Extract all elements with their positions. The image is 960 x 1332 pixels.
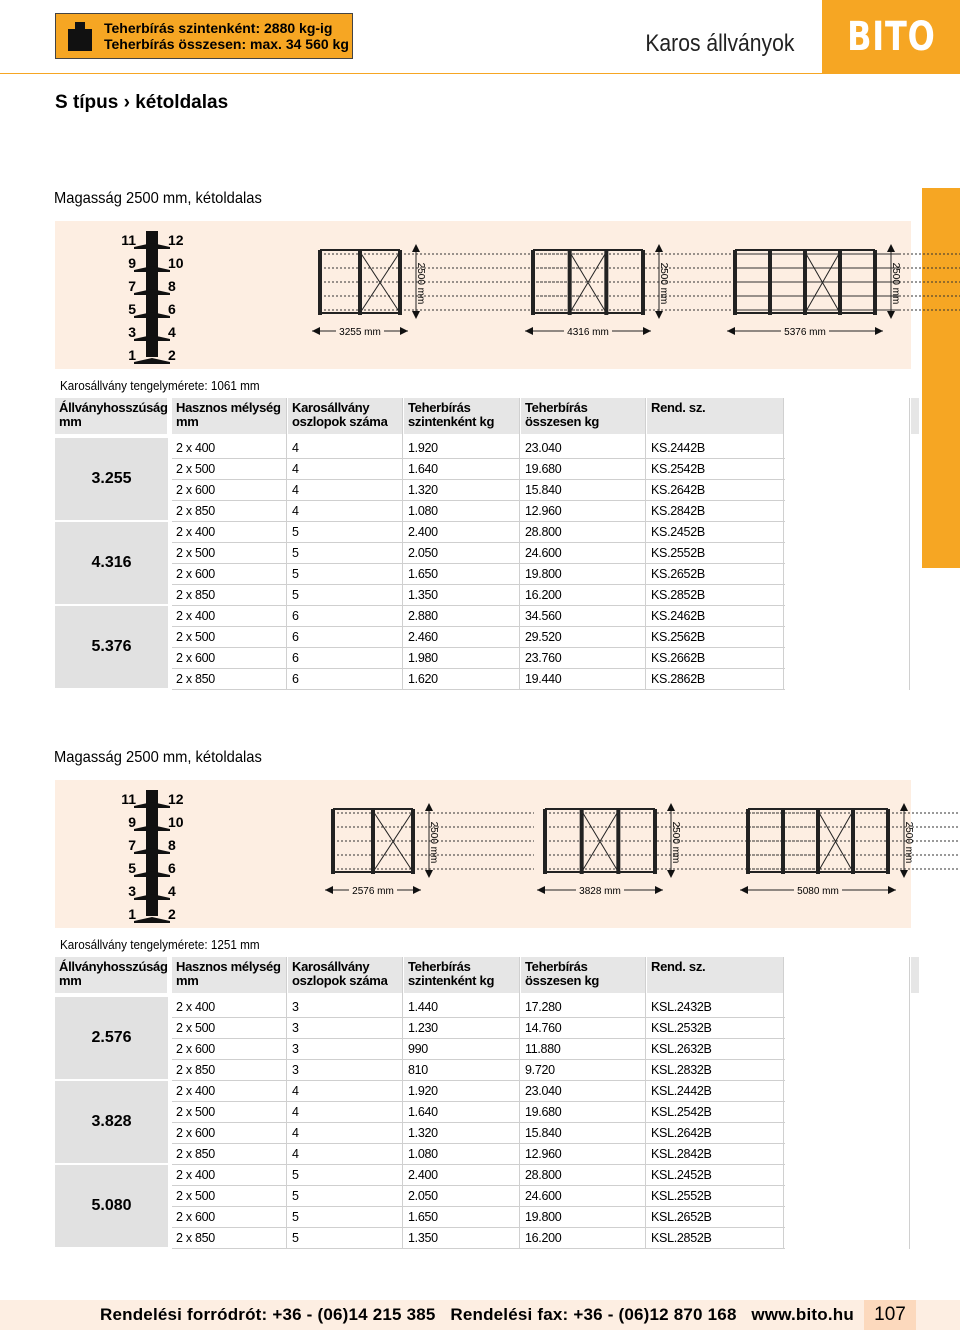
column-header: Karosállvány oszlopok száma [288, 398, 403, 434]
table-cell: 2 x 500 [176, 1021, 215, 1035]
level-number: 8 [168, 837, 176, 853]
table-cell: KS.2652B [651, 567, 705, 581]
row-divider [172, 689, 785, 690]
cantilever-arm [134, 243, 170, 249]
level-number: 2 [168, 906, 176, 922]
length-cell: 5.376 [55, 606, 168, 688]
table-cell: 2 x 500 [176, 1105, 215, 1119]
table-cell: 2 x 500 [176, 462, 215, 476]
table-cell: 2 x 400 [176, 609, 215, 623]
level-number: 11 [121, 791, 136, 807]
cantilever-arm [134, 266, 170, 272]
column-divider [402, 957, 403, 1249]
table-cell: KSL.2832B [651, 1063, 712, 1077]
level-number: 7 [128, 837, 136, 853]
height-label: 2500 mm [428, 821, 439, 864]
level-number: 1 [128, 906, 136, 922]
table-cell: 2 x 850 [176, 588, 215, 602]
width-label: 4316 mm [567, 327, 609, 338]
table-cell: KSL.2652B [651, 1210, 712, 1224]
table-cell: KS.2452B [651, 525, 705, 539]
page-number: 107 [864, 1300, 916, 1330]
rack-frame [312, 244, 581, 338]
table-row [172, 585, 911, 606]
section-title: S típus › kétoldalas [55, 92, 229, 113]
table-cell: 5 [292, 1231, 299, 1245]
level-number: 6 [168, 860, 176, 876]
column-header: Hasznos mélység mm [172, 398, 287, 434]
cantilever-arm [134, 848, 170, 854]
column-header: Hasznos mélység mm [172, 957, 287, 993]
height-label: 2500 mm [903, 821, 914, 864]
table-cell: 5 [292, 567, 299, 581]
table-cell: 12.960 [525, 504, 562, 518]
axle-dimension: Karosállvány tengelymérete: 1061 mm [60, 378, 260, 393]
table-cell: KSL.2432B [651, 1000, 712, 1014]
table-row [172, 564, 911, 585]
table-row [172, 1186, 911, 1207]
table-cell: 810 [408, 1063, 428, 1077]
table-cell: 5 [292, 1189, 299, 1203]
weight-icon [56, 14, 104, 58]
row-divider [172, 1248, 785, 1249]
cantilever-arm [134, 802, 170, 808]
length-cell: 3.255 [55, 438, 168, 520]
column-header-empty [911, 398, 919, 434]
table-cell: 2.400 [408, 525, 438, 539]
table-cell: 2 x 400 [176, 1168, 215, 1182]
width-label: 5376 mm [784, 327, 826, 338]
table-cell: 2 x 400 [176, 525, 215, 539]
table-row [172, 1165, 911, 1186]
column-header: Teherbírás összesen kg [521, 957, 646, 993]
level-number: 3 [128, 324, 136, 340]
table-row [172, 1228, 911, 1249]
level-number: 9 [128, 255, 136, 271]
width-label: 2576 mm [352, 886, 394, 897]
table-row [172, 627, 911, 648]
table-cell: 3 [292, 1042, 299, 1056]
cantilever-arm [134, 871, 170, 877]
table-cell: 15.840 [525, 1126, 562, 1140]
table-cell: 4 [292, 504, 299, 518]
cantilever-arm [134, 335, 170, 341]
table-cell: KSL.2532B [651, 1021, 712, 1035]
table-row [172, 997, 911, 1018]
table-cell: 16.200 [525, 1231, 562, 1245]
table-cell: 2 x 500 [176, 630, 215, 644]
table-row [172, 648, 911, 669]
table-cell: 11.880 [525, 1042, 561, 1056]
level-number: 5 [128, 301, 136, 317]
level-number: 7 [128, 278, 136, 294]
level-number: 8 [168, 278, 176, 294]
column-divider [909, 398, 910, 690]
table-row [172, 480, 911, 501]
column-header-empty [911, 957, 919, 993]
table-row [172, 1102, 911, 1123]
table-row [172, 1123, 911, 1144]
table-cell: 6 [292, 609, 299, 623]
rack-frame [325, 803, 534, 897]
table-cell: 14.760 [525, 1021, 562, 1035]
level-number: 10 [168, 814, 184, 830]
table-cell: 5 [292, 525, 299, 539]
rack-frame [740, 803, 960, 897]
table-cell: 2 x 600 [176, 1126, 215, 1140]
table-cell: 2 x 500 [176, 1189, 215, 1203]
column-divider [783, 398, 784, 690]
table-cell: 2.460 [408, 630, 438, 644]
column-header: Teherbírás összesen kg [521, 398, 646, 434]
table-row [172, 438, 911, 459]
header-rule [0, 73, 822, 74]
table-cell: KS.2462B [651, 609, 705, 623]
level-number: 4 [168, 883, 176, 899]
table-cell: 2.880 [408, 609, 438, 623]
table-cell: 4 [292, 441, 299, 455]
column-divider [645, 957, 646, 1249]
table-cell: 34.560 [525, 609, 562, 623]
cantilever-arm [134, 358, 170, 364]
side-tab [922, 188, 960, 568]
table-cell: 24.600 [525, 546, 562, 560]
table-cell: 2.400 [408, 1168, 438, 1182]
table-cell: 9.720 [525, 1063, 555, 1077]
table-cell: KSL.2452B [651, 1168, 712, 1182]
table-cell: 1.980 [408, 651, 438, 665]
level-number: 3 [128, 883, 136, 899]
table-cell: 19.440 [525, 672, 562, 686]
table-cell: 5 [292, 588, 299, 602]
table-cell: 19.680 [525, 462, 562, 476]
table-row [172, 501, 911, 522]
level-number: 5 [128, 860, 136, 876]
footer-contact: Rendelési forródrót: +36 - (06)14 215 385 Rendelési fax: +36 - (06)12 870 168 www.bito.hu [100, 1305, 854, 1324]
block-title: Magasság 2500 mm, kétoldalas [54, 749, 262, 766]
table-cell: 2 x 850 [176, 1063, 215, 1077]
rack-diagram-svg [55, 780, 914, 928]
table-row [172, 543, 911, 564]
table-cell: KSL.2852B [651, 1231, 712, 1245]
column-divider [519, 398, 520, 690]
table-cell: 2 x 850 [176, 672, 215, 686]
table-cell: 2 x 400 [176, 1084, 215, 1098]
height-label: 2500 mm [658, 262, 669, 305]
column-header: Teherbírás szintenként kg [404, 957, 520, 993]
table-cell: 2 x 400 [176, 1000, 215, 1014]
page-heading: Karos állványok [644, 30, 794, 57]
table-cell: KS.2552B [651, 546, 705, 560]
table-cell: KS.2842B [651, 504, 705, 518]
axle-dimension: Karosállvány tengelymérete: 1251 mm [60, 937, 260, 952]
spec-table [55, 957, 911, 1249]
table-cell: KSL.2442B [651, 1084, 712, 1098]
table-cell: KSL.2842B [651, 1147, 712, 1161]
table-row [172, 669, 911, 690]
width-label: 5080 mm [797, 886, 839, 897]
rack-diagram-svg [55, 221, 911, 369]
level-number: 12 [168, 791, 184, 807]
table-cell: 1.620 [408, 672, 438, 686]
table-cell: KSL.2552B [651, 1189, 712, 1203]
cantilever-arm [134, 289, 170, 295]
table-cell: 4 [292, 1126, 299, 1140]
level-number: 9 [128, 814, 136, 830]
table-cell: 990 [408, 1042, 428, 1056]
table-row [172, 1144, 911, 1165]
rack-frame [537, 803, 821, 897]
table-cell: 3 [292, 1021, 299, 1035]
table-cell: 1.080 [408, 504, 438, 518]
column-divider [909, 957, 910, 1249]
table-cell: 3 [292, 1063, 299, 1077]
table-cell: KS.2542B [651, 462, 705, 476]
capacity-per-level: Teherbírás szintenként: 2880 kg-ig [104, 20, 333, 36]
table-cell: 1.920 [408, 441, 438, 455]
table-cell: 1.350 [408, 1231, 438, 1245]
table-cell: 1.650 [408, 567, 438, 581]
table-cell: 1.440 [408, 1000, 438, 1014]
table-cell: 23.040 [525, 441, 562, 455]
table-cell: 2 x 850 [176, 1147, 215, 1161]
table-cell: 2 x 600 [176, 1042, 215, 1056]
table-cell: 1.320 [408, 1126, 438, 1140]
table-cell: KS.2442B [651, 441, 705, 455]
height-label: 2500 mm [670, 821, 681, 864]
table-cell: 24.600 [525, 1189, 562, 1203]
rack-diagram [55, 780, 914, 928]
table-cell: KS.2852B [651, 588, 705, 602]
table-row [172, 1081, 911, 1102]
column-divider [645, 398, 646, 690]
level-number: 4 [168, 324, 176, 340]
table-cell: KSL.2632B [651, 1042, 712, 1056]
table-cell: 1.230 [408, 1021, 438, 1035]
table-row [172, 522, 911, 543]
table-cell: 4 [292, 462, 299, 476]
table-cell: 28.800 [525, 1168, 562, 1182]
table-cell: 15.840 [525, 483, 562, 497]
table-cell: 1.640 [408, 462, 438, 476]
column-header: Karosállvány oszlopok száma [288, 957, 403, 993]
column-divider [402, 398, 403, 690]
table-cell: KSL.2642B [651, 1126, 712, 1140]
capacity-total: Teherbírás összesen: max. 34 560 kg [104, 36, 349, 52]
capacity-box [55, 13, 353, 59]
table-cell: 4 [292, 1147, 299, 1161]
table-cell: KS.2642B [651, 483, 705, 497]
column-header: Állványhosszúság mm [55, 398, 167, 434]
table-row [172, 1039, 911, 1060]
cantilever-arm [134, 825, 170, 831]
table-cell: 4 [292, 1105, 299, 1119]
table-cell: 6 [292, 651, 299, 665]
table-cell: 4 [292, 483, 299, 497]
column-header: Rend. sz. [647, 957, 784, 993]
table-cell: 19.800 [525, 567, 562, 581]
table-cell: 5 [292, 546, 299, 560]
column-divider [783, 957, 784, 1249]
column-header: Állványhosszúság mm [55, 957, 167, 993]
table-cell: 23.760 [525, 651, 562, 665]
cantilever-arm [134, 894, 170, 900]
table-cell: 6 [292, 672, 299, 686]
column-divider [286, 398, 287, 690]
table-cell: 23.040 [525, 1084, 562, 1098]
block-title: Magasság 2500 mm, kétoldalas [54, 190, 262, 207]
rack-frame [525, 244, 899, 338]
table-cell: 6 [292, 630, 299, 644]
column-header-filler [785, 398, 911, 434]
table-cell: 1.320 [408, 483, 438, 497]
table-cell: 16.200 [525, 588, 562, 602]
table-cell: 1.650 [408, 1210, 438, 1224]
table-row [172, 1060, 911, 1081]
table-cell: 2 x 850 [176, 504, 215, 518]
table-cell: 17.280 [525, 1000, 562, 1014]
column-divider [286, 957, 287, 1249]
table-cell: 12.960 [525, 1147, 562, 1161]
table-cell: 28.800 [525, 525, 562, 539]
column-header: Teherbírás szintenként kg [404, 398, 520, 434]
level-number: 6 [168, 301, 176, 317]
height-label: 2500 mm [890, 262, 901, 305]
table-cell: 1.080 [408, 1147, 438, 1161]
table-cell: 1.920 [408, 1084, 438, 1098]
table-cell: 29.520 [525, 630, 562, 644]
cantilever-arm [134, 917, 170, 923]
table-cell: KS.2662B [651, 651, 705, 665]
table-cell: 1.640 [408, 1105, 438, 1119]
table-row [172, 459, 911, 480]
cantilever-arm [134, 312, 170, 318]
width-label: 3828 mm [579, 886, 621, 897]
width-label: 3255 mm [339, 327, 381, 338]
table-row [172, 1018, 911, 1039]
table-cell: 2 x 600 [176, 651, 215, 665]
table-cell: 2 x 600 [176, 1210, 215, 1224]
table-cell: 5 [292, 1210, 299, 1224]
level-number: 2 [168, 347, 176, 363]
table-cell: 2.050 [408, 1189, 438, 1203]
column-divider [519, 957, 520, 1249]
table-cell: 5 [292, 1168, 299, 1182]
level-number: 11 [121, 232, 136, 248]
table-cell: KS.2562B [651, 630, 705, 644]
level-number: 12 [168, 232, 184, 248]
table-cell: 2.050 [408, 546, 438, 560]
rack-diagram [55, 221, 911, 369]
table-cell: 2 x 500 [176, 546, 215, 560]
table-cell: 1.350 [408, 588, 438, 602]
table-cell: 4 [292, 1084, 299, 1098]
spec-table [55, 398, 911, 690]
column-header-filler [785, 957, 911, 993]
length-cell: 3.828 [55, 1081, 168, 1163]
table-cell: 19.800 [525, 1210, 562, 1224]
table-row [172, 1207, 911, 1228]
length-cell: 5.080 [55, 1165, 168, 1247]
level-number: 10 [168, 255, 184, 271]
brand-logo: BITO [822, 0, 960, 74]
table-cell: 2 x 600 [176, 567, 215, 581]
level-number: 1 [128, 347, 136, 363]
column-header: Rend. sz. [647, 398, 784, 434]
table-cell: 19.680 [525, 1105, 562, 1119]
table-cell: 2 x 850 [176, 1231, 215, 1245]
table-cell: KSL.2542B [651, 1105, 712, 1119]
length-cell: 2.576 [55, 997, 168, 1079]
length-cell: 4.316 [55, 522, 168, 604]
height-label: 2500 mm [415, 262, 426, 305]
table-cell: 2 x 400 [176, 441, 215, 455]
table-row [172, 606, 911, 627]
table-cell: KS.2862B [651, 672, 705, 686]
table-cell: 3 [292, 1000, 299, 1014]
table-cell: 2 x 600 [176, 483, 215, 497]
